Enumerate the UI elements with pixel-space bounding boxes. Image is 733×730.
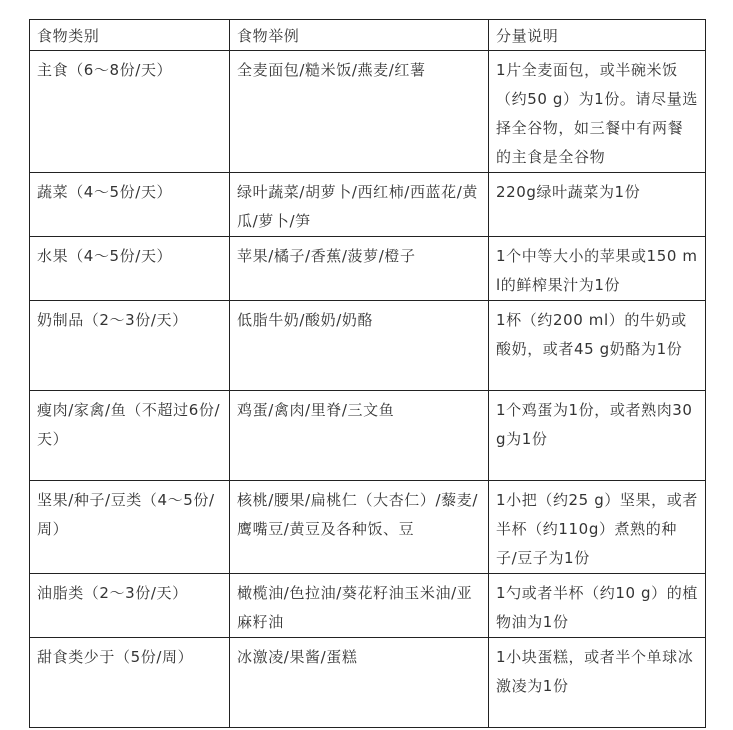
row-category: 甜食类少于（5份/周）	[30, 638, 230, 728]
row-examples: 绿叶蔬菜/胡萝卜/西红柿/西蓝花/黄瓜/萝卜/笋	[230, 173, 489, 237]
row-category: 水果（4～5份/天）	[30, 237, 230, 301]
header-category: 食物类别	[30, 20, 230, 51]
row-portion: 1小把（约25 g）坚果，或者半杯（约110g）煮熟的种子/豆子为1份	[489, 481, 706, 574]
row-examples: 橄榄油/色拉油/葵花籽油玉米油/亚麻籽油	[230, 574, 489, 638]
row-category: 奶制品（2～3份/天）	[30, 301, 230, 391]
row-category: 蔬菜（4～5份/天）	[30, 173, 230, 237]
food-portion-table	[29, 19, 706, 728]
row-category: 主食（6～8份/天）	[30, 51, 230, 173]
row-portion: 1个中等大小的苹果或150 ml的鲜榨果汁为1份	[489, 237, 706, 301]
table-row	[30, 391, 706, 481]
table-row	[30, 638, 706, 728]
header-examples: 食物举例	[230, 20, 489, 51]
table-row	[30, 173, 706, 237]
row-examples: 低脂牛奶/酸奶/奶酪	[230, 301, 489, 391]
row-category: 坚果/种子/豆类（4～5份/周）	[30, 481, 230, 574]
row-portion: 1杯（约200 ml）的牛奶或酸奶，或者45 g奶酪为1份	[489, 301, 706, 391]
row-portion: 1小块蛋糕，或者半个单球冰激凌为1份	[489, 638, 706, 728]
row-examples: 苹果/橘子/香蕉/菠萝/橙子	[230, 237, 489, 301]
table-row	[30, 301, 706, 391]
row-portion: 1个鸡蛋为1份，或者熟肉30 g为1份	[489, 391, 706, 481]
row-examples: 核桃/腰果/扁桃仁（大杏仁）/藜麦/鹰嘴豆/黄豆及各种饭、豆	[230, 481, 489, 574]
row-category: 瘦肉/家禽/鱼（不超过6份/天）	[30, 391, 230, 481]
row-examples: 鸡蛋/禽肉/里脊/三文鱼	[230, 391, 489, 481]
table-row	[30, 481, 706, 574]
row-portion: 1勺或者半杯（约10 g）的植物油为1份	[489, 574, 706, 638]
row-portion: 220g绿叶蔬菜为1份	[489, 173, 706, 237]
table-row	[30, 574, 706, 638]
row-portion: 1片全麦面包，或半碗米饭（约50 g）为1份。请尽量选择全谷物，如三餐中有两餐的主食是全谷物	[489, 51, 706, 173]
row-examples: 冰激凌/果酱/蛋糕	[230, 638, 489, 728]
table-row	[30, 237, 706, 301]
table-header-row	[30, 20, 706, 51]
row-examples: 全麦面包/糙米饭/燕麦/红薯	[230, 51, 489, 173]
table-row	[30, 51, 706, 173]
header-portion: 分量说明	[489, 20, 706, 51]
row-category: 油脂类（2～3份/天）	[30, 574, 230, 638]
